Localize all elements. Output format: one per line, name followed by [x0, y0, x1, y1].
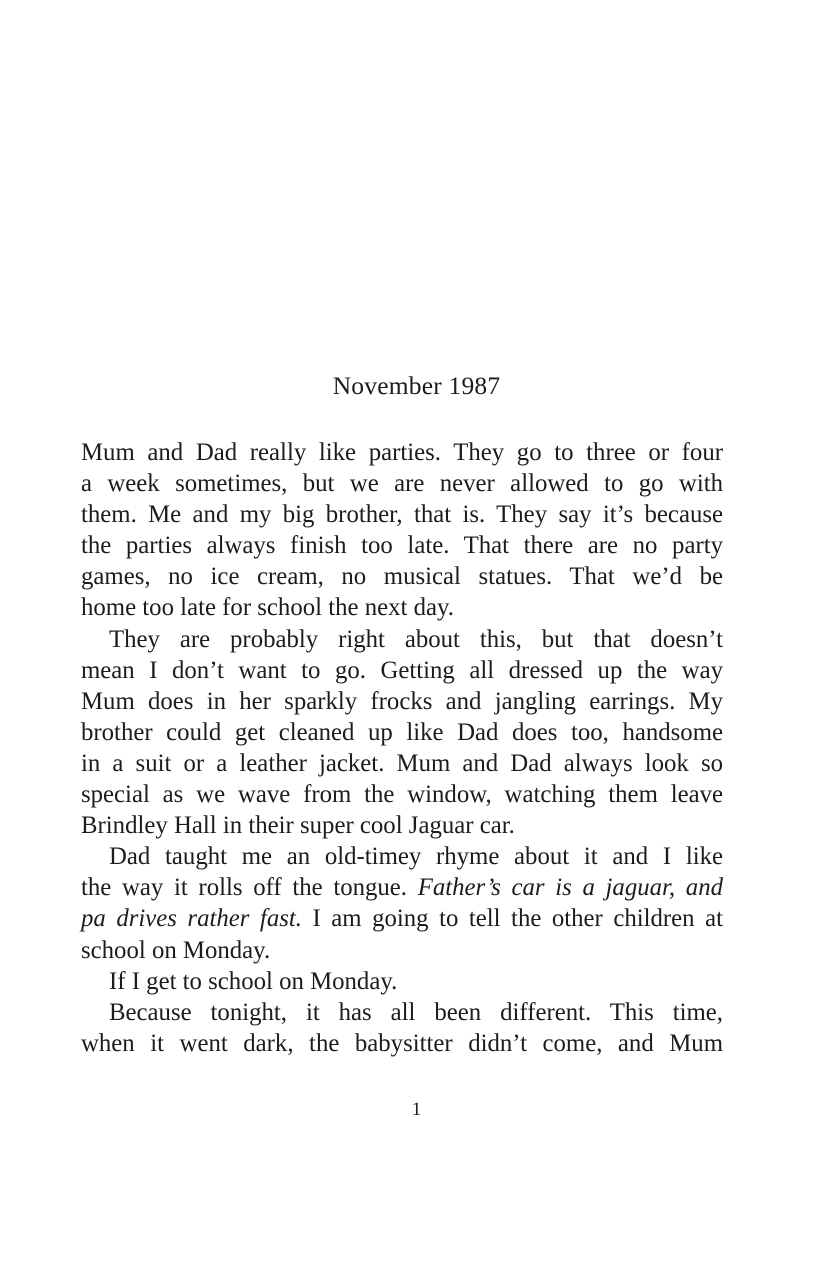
- text-line: [81, 872, 723, 903]
- text-line: [81, 903, 723, 934]
- text-line: Mum and Dad really like parties. They go to three or four: [81, 439, 723, 466]
- italic-rhyme: Father’s car is a jaguar, and: [417, 874, 724, 902]
- text-line: brother could get cleaned up like Dad does too, handsome: [81, 718, 723, 746]
- text-line: They are probably right about this, but that doesn’t: [109, 625, 723, 653]
- text-line: home too late for school the next day.: [81, 594, 454, 622]
- text-segment: the way it rolls off the tongue.: [81, 874, 418, 902]
- text-line: special as we wave from the window, watching them leave: [81, 781, 723, 809]
- page-number: 1: [411, 1099, 422, 1120]
- text-line: Mum does in her sparkly frocks and jangling earrings. My: [81, 687, 723, 715]
- text-line: them. Me and my big brother, that is. They say it’s because: [81, 501, 723, 529]
- text-line: mean I don’t want to go. Getting all dressed up the way: [81, 656, 723, 684]
- text-line: games, no ice cream, no musical statues. That we’d be: [81, 563, 723, 591]
- text-line: If I get to school on Monday.: [109, 967, 398, 995]
- text-line: a week sometimes, but we are never allowed to go with: [81, 470, 723, 498]
- text-line: school on Monday.: [81, 936, 271, 964]
- body-text: [81, 437, 723, 1059]
- text-line: the parties always finish too late. That there are no party: [81, 532, 723, 560]
- text-line: Brindley Hall in their super cool Jaguar car.: [81, 812, 515, 840]
- text-line: Dad taught me an old-timey rhyme about it and I like: [109, 843, 723, 871]
- text-segment: I am going to tell the other children at: [301, 905, 723, 933]
- chapter-title: November 1987: [332, 371, 501, 400]
- text-line: when it went dark, the babysitter didn’t come, and Mum: [81, 1029, 723, 1057]
- text-line: Because tonight, it has all been different. This time,: [109, 998, 723, 1026]
- italic-rhyme: pa drives rather fast.: [81, 905, 302, 933]
- text-line: in a suit or a leather jacket. Mum and Dad always look so: [81, 749, 723, 777]
